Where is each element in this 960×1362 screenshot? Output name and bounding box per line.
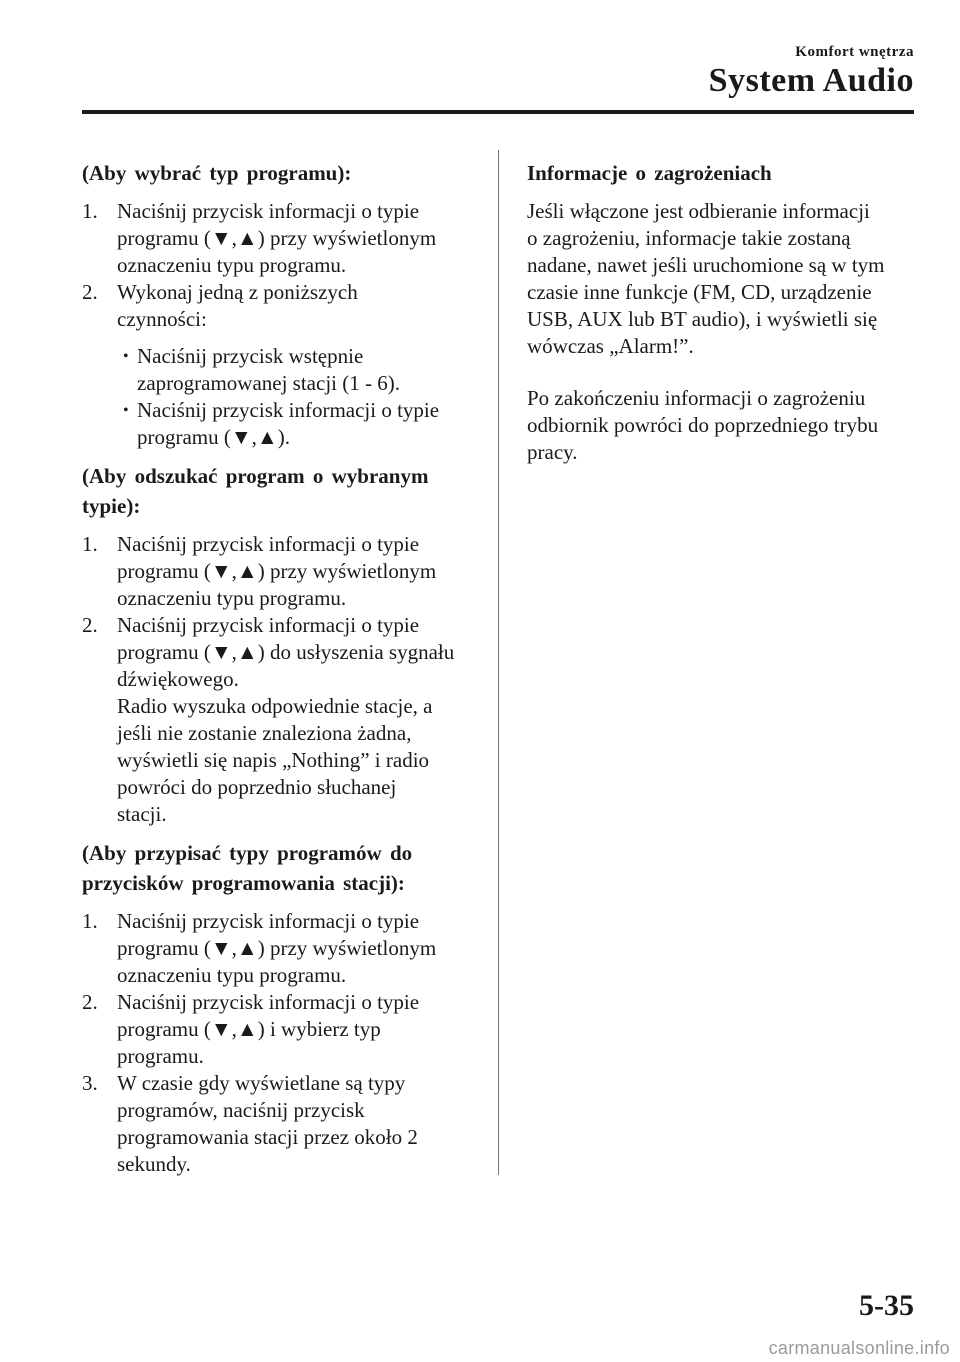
step-line: jeśli nie zostanie znaleziona żadna, bbox=[117, 721, 412, 745]
paragraph-line: odbiornik powróci do poprzedniego trybu bbox=[527, 413, 879, 437]
step-line: powróci do poprzednio słuchanej bbox=[117, 775, 397, 799]
step-line: Wykonaj jedną z poniższych bbox=[117, 280, 358, 304]
step-line: programu (▼,▲) do usłyszenia sygnału bbox=[117, 640, 455, 664]
paragraph bbox=[527, 198, 912, 360]
step-line: programu (▼,▲) i wybierz typ bbox=[117, 1017, 381, 1041]
bullet-dot-icon: • bbox=[123, 402, 129, 419]
step-line: programów, naciśnij przycisk bbox=[117, 1098, 365, 1122]
right-column bbox=[527, 158, 912, 491]
bullet-line: programu (▼,▲). bbox=[137, 425, 290, 449]
step-line: Radio wyszuka odpowiednie stacje, a bbox=[117, 694, 433, 718]
step-line: dźwiękowego. bbox=[117, 667, 239, 691]
step-line: oznaczeniu typu programu. bbox=[117, 963, 347, 987]
bullet-dot-icon: • bbox=[123, 348, 129, 365]
heading-line: (Aby odszukać program o wybranym bbox=[82, 464, 429, 488]
step-line: stacji. bbox=[117, 802, 167, 826]
step-line: programu (▼,▲) przy wyświetlonym bbox=[117, 559, 437, 583]
step-number: 2. bbox=[82, 990, 98, 1014]
step-item bbox=[82, 908, 477, 989]
step-number: 3. bbox=[82, 1071, 98, 1095]
step-number: 1. bbox=[82, 909, 98, 933]
paragraph-line: USB, AUX lub BT audio), i wyświetli się bbox=[527, 307, 878, 331]
heading-line: przycisków programowania stacji): bbox=[82, 871, 405, 895]
heading-line: typie): bbox=[82, 494, 141, 518]
section-heading: (Aby wybrać typ programu): bbox=[82, 161, 352, 185]
step-line: programowania stacji przez około 2 bbox=[117, 1125, 418, 1149]
paragraph-line: Jeśli włączone jest odbieranie informacji bbox=[527, 199, 870, 223]
step-item bbox=[82, 279, 477, 451]
step-line: Naciśnij przycisk informacji o typie bbox=[117, 532, 420, 556]
step-number: 1. bbox=[82, 532, 98, 556]
step-line: programu (▼,▲) przy wyświetlonym bbox=[117, 936, 437, 960]
section-assign-program-types bbox=[82, 838, 477, 1178]
left-column bbox=[82, 158, 477, 1188]
bullet-line: zaprogramowanej stacji (1 - 6). bbox=[137, 371, 400, 395]
bullet-item bbox=[117, 397, 477, 451]
paragraph-line: wówczas „Alarm!”. bbox=[527, 334, 694, 358]
step-number: 2. bbox=[82, 280, 98, 304]
paragraph bbox=[527, 385, 912, 466]
header-title: System Audio bbox=[708, 62, 914, 99]
paragraph-line: czasie inne funkcje (FM, CD, urządzenie bbox=[527, 280, 872, 304]
paragraph-line: nadane, nawet jeśli uruchomione są w tym bbox=[527, 253, 885, 277]
step-number: 1. bbox=[82, 199, 98, 223]
step-line: Naciśnij przycisk informacji o typie bbox=[117, 909, 420, 933]
section-heading bbox=[82, 838, 477, 898]
heading-line: (Aby przypisać typy programów do bbox=[82, 841, 413, 865]
step-line: Naciśnij przycisk informacji o typie bbox=[117, 990, 420, 1014]
paragraph-line: Po zakończeniu informacji o zagrożeniu bbox=[527, 386, 866, 410]
step-line: programu. bbox=[117, 1044, 204, 1068]
header-section: Komfort wnętrza bbox=[795, 44, 914, 60]
step-line: czynności: bbox=[117, 307, 207, 331]
step-line: wyświetli się napis „Nothing” i radio bbox=[117, 748, 430, 772]
step-line: oznaczeniu typu programu. bbox=[117, 586, 347, 610]
step-line: programu (▼,▲) przy wyświetlonym bbox=[117, 226, 437, 250]
section-select-program-type bbox=[82, 158, 477, 451]
watermark: carmanualsonline.info bbox=[768, 1338, 950, 1358]
step-item bbox=[82, 531, 477, 612]
section-heading: Informacje o zagrożeniach bbox=[527, 161, 772, 185]
step-line: Naciśnij przycisk informacji o typie bbox=[117, 199, 420, 223]
bullet-line: Naciśnij przycisk informacji o typie bbox=[137, 398, 440, 422]
step-line: oznaczeniu typu programu. bbox=[117, 253, 347, 277]
step-item bbox=[82, 1070, 477, 1178]
section-search-program-type bbox=[82, 461, 477, 828]
step-item bbox=[82, 989, 477, 1070]
step-line: Naciśnij przycisk informacji o typie bbox=[117, 613, 420, 637]
bullet-line: Naciśnij przycisk wstępnie bbox=[137, 344, 364, 368]
bullet-item bbox=[117, 343, 477, 397]
step-item bbox=[82, 198, 477, 279]
page-number: 5-35 bbox=[859, 1289, 914, 1322]
header-rule bbox=[82, 110, 914, 114]
step-number: 2. bbox=[82, 613, 98, 637]
step-line: sekundy. bbox=[117, 1152, 191, 1176]
step-line: W czasie gdy wyświetlane są typy bbox=[117, 1071, 406, 1095]
bullet-list bbox=[117, 343, 477, 451]
section-heading bbox=[82, 461, 477, 521]
paragraph-line: pracy. bbox=[527, 440, 578, 464]
step-item bbox=[82, 612, 477, 828]
column-divider bbox=[498, 150, 499, 1175]
paragraph-line: o zagrożeniu, informacje takie zostaną bbox=[527, 226, 851, 250]
